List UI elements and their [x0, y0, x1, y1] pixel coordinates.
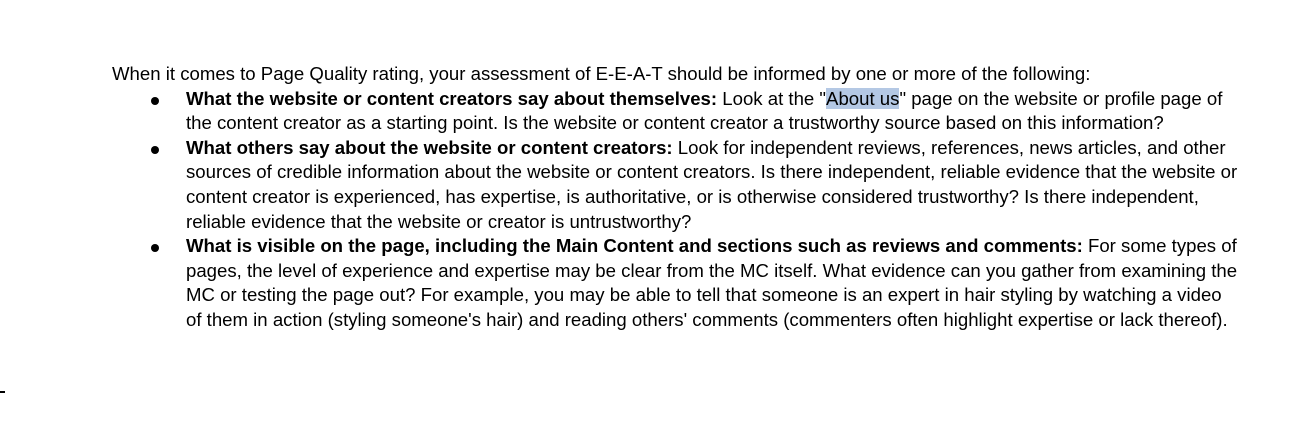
item-text: Look for independent reviews, references, news articles, and other sources of credible information about the website or content creators. Is there independent, reliable evidence that the website or content creator is experienced, has expertise, is authoritative, or is otherwise considered trustworthy? Is there independent, reliable evidence that the website or creator is untrustworthy?: [186, 136, 1238, 232]
intro-paragraph: When it comes to Page Quality rating, your assessment of E-E-A-T should be informed by one or more of the following:: [112, 63, 1091, 84]
item-heading: What others say about the website or content creators:: [186, 136, 673, 158]
bullet-icon: [151, 97, 159, 105]
list-item: [112, 234, 1242, 332]
document-body[interactable]: [112, 62, 1242, 333]
item-heading: What is visible on the page, including the Main Content and sections such as reviews and comments:: [186, 235, 1083, 257]
bullet-icon: [151, 146, 159, 154]
item-text: For some types of pages, the level of experience and expertise may be clear from the MC itself. What evidence can you gather from examining the MC or testing the page out? For example, you may be able to tell that someone is an expert in hair styling by watching a video of them in action (styling someone's hair) and reading others' comments (commenters often highlight expertise or lack thereof).: [186, 235, 1238, 330]
selected-text[interactable]: About us: [826, 87, 900, 109]
margin-mark: [0, 391, 5, 393]
list-item: [112, 136, 1242, 234]
bullet-icon: [151, 244, 159, 252]
item-text: " page on the website or profile page of the content creator as a starting point. Is the website or content creator a trustworthy source based on this information?: [186, 87, 1223, 134]
item-heading: What the website or content creators say about themselves:: [186, 87, 718, 109]
criteria-list: [112, 87, 1242, 333]
list-item: [112, 87, 1242, 136]
item-text: Look at the ": [717, 87, 827, 109]
